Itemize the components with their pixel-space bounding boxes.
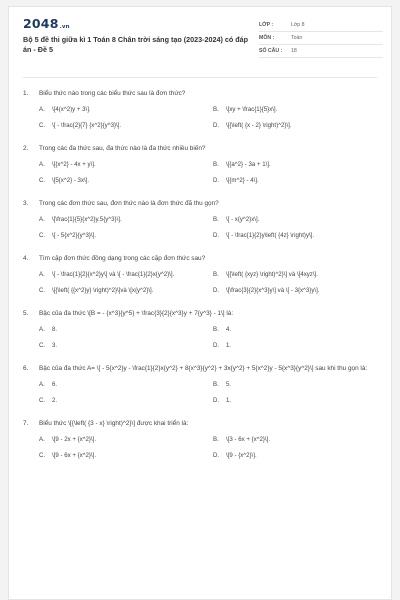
question-item <box>9 309 392 350</box>
option-text: \[5{x^2} - 3x\]. <box>52 176 90 184</box>
answer-option[interactable] <box>213 271 387 280</box>
question-item <box>9 199 392 240</box>
option-text: \[4(x^2)y + 3\]. <box>52 106 91 113</box>
answer-option[interactable] <box>39 161 213 170</box>
answer-option[interactable] <box>39 271 213 280</box>
question-text: Trong các đa thức sau, đa thức nào là đa thức nhiều biến? <box>39 145 206 152</box>
option-letter: D. <box>213 176 220 184</box>
answer-option[interactable] <box>39 287 213 296</box>
option-letter: D. <box>213 451 220 459</box>
option-letter: A. <box>39 216 45 223</box>
option-letter: B. <box>213 161 219 168</box>
question-text: Bậc của đa thức \[B = - {x^3}{y^5} + \frac{3}{2}{x^3}y + 7{y^3} - 1\] là: <box>39 310 234 317</box>
answer-option[interactable] <box>39 452 213 461</box>
question-item <box>9 254 392 295</box>
option-letter: B. <box>213 381 219 388</box>
answer-option[interactable] <box>213 381 387 390</box>
option-letter: D. <box>213 231 220 239</box>
answer-options <box>9 436 392 460</box>
option-text: 8. <box>52 326 58 333</box>
question-item <box>9 419 392 460</box>
meta-value: Toán <box>291 35 303 41</box>
option-text: \[3 - 6x + {x^2}\]. <box>226 436 271 443</box>
question-number: 3. <box>23 200 29 207</box>
meta-label: LỚP : <box>259 22 274 28</box>
option-text: \[9 - {x^2}\]. <box>226 451 257 459</box>
answer-option[interactable] <box>39 232 213 241</box>
answer-option[interactable] <box>39 436 213 445</box>
question-stem <box>9 419 392 428</box>
answer-option[interactable] <box>39 177 213 186</box>
answer-option[interactable] <box>39 326 213 335</box>
option-text: 1. <box>226 341 232 349</box>
option-letter: A. <box>39 381 45 388</box>
option-letter: C. <box>39 396 46 404</box>
answer-option[interactable] <box>39 397 213 406</box>
answer-option[interactable] <box>213 397 387 406</box>
site-logo[interactable] <box>23 16 70 31</box>
question-number: 2. <box>23 145 29 152</box>
logo-domain: .vn <box>59 24 70 30</box>
option-letter: B. <box>213 106 219 113</box>
question-text: Biểu thức \[{\left( {3 - x} \right)^2}\] được khai triển là: <box>39 420 189 427</box>
option-letter: A. <box>39 326 45 333</box>
logo-text: 2048 <box>23 16 59 31</box>
option-letter: A. <box>39 436 45 443</box>
question-text: Trong các đơn thức sau, đơn thức nào là đơn thức đã thu gọn? <box>39 200 219 207</box>
option-text: \[ - \frac{2}{7} {x^2}{y^3}\]. <box>52 121 122 129</box>
option-text: 4. <box>226 326 232 333</box>
answer-options <box>9 106 392 130</box>
option-text: 3. <box>52 341 58 349</box>
option-text: 6. <box>52 381 58 388</box>
question-number: 6. <box>23 365 29 372</box>
answer-option[interactable] <box>213 106 387 115</box>
answer-option[interactable] <box>39 342 213 351</box>
option-text: \[{a^2} - 3a + 1\]. <box>226 161 271 168</box>
question-item <box>9 364 392 405</box>
option-text: 1. <box>226 396 232 404</box>
answer-option[interactable] <box>213 161 387 170</box>
answer-option[interactable] <box>213 122 387 131</box>
option-letter: D. <box>213 396 220 404</box>
option-letter: A. <box>39 271 45 278</box>
answer-option[interactable] <box>213 436 387 445</box>
option-text: \[9 - 6x + {x^2}\]. <box>52 451 97 459</box>
question-item <box>9 89 392 130</box>
option-letter: D. <box>213 121 220 129</box>
document-page <box>8 6 392 600</box>
question-stem <box>9 309 392 318</box>
option-text: \[\frac{3}{2}{x^3}y\] và \[ - 3{x^3}y\]. <box>226 286 320 294</box>
option-letter: C. <box>39 286 46 294</box>
document-header <box>9 7 391 75</box>
question-stem <box>9 89 392 98</box>
option-text: \[ - 5{x^2}{y^3}\]. <box>52 231 97 239</box>
option-letter: C. <box>39 231 46 239</box>
answer-option[interactable] <box>213 216 387 225</box>
header-divider <box>23 77 377 78</box>
document-title: Bộ 5 đề thi giữa kì 1 Toán 8 Chân trời sáng tạo (2023-2024) có đáp án - Đề 5 <box>23 35 249 54</box>
option-text: \[9 - 2x + {x^2}\]. <box>52 436 97 443</box>
option-letter: C. <box>39 176 46 184</box>
question-number: 5. <box>23 310 29 317</box>
option-text: \[{\left( {x - 2} \right)^2}\]. <box>226 121 292 129</box>
option-text: \[ - x{y^2}x\]. <box>226 216 260 223</box>
option-letter: B. <box>213 436 219 443</box>
option-text: 5. <box>226 381 232 388</box>
answer-option[interactable] <box>39 106 213 115</box>
question-item <box>9 144 392 185</box>
option-letter: A. <box>39 161 45 168</box>
option-letter: B. <box>213 326 219 333</box>
document-meta <box>259 19 383 58</box>
answer-options <box>9 326 392 350</box>
meta-row-class <box>259 19 383 32</box>
question-stem <box>9 144 392 153</box>
question-stem <box>9 199 392 208</box>
question-text: Tìm cặp đơn thức đồng dạng trong các cặp đơn thức sau? <box>39 255 206 262</box>
question-list <box>9 89 392 474</box>
question-stem <box>9 364 392 373</box>
meta-value: 18 <box>291 48 297 54</box>
option-text: \[ - \frac{1}{2}y\left( {4z} \right)y\]. <box>226 231 315 239</box>
meta-row-subject <box>259 32 383 45</box>
question-text: Bậc của đa thức A= \[ - 5{x^2}y - \frac{1}{2}x{y^2} + 8{x^3}{y^2} + 3x{y^2} + 5{x^2}y - 5{x^3}{y^2}\] sau khi thu gọn là: <box>39 365 368 372</box>
answer-options <box>9 161 392 185</box>
option-letter: B. <box>213 216 219 223</box>
answer-option[interactable] <box>39 216 213 225</box>
answer-option[interactable] <box>213 232 387 241</box>
option-letter: C. <box>39 121 46 129</box>
answer-option[interactable] <box>213 326 387 335</box>
option-letter: D. <box>213 341 220 349</box>
answer-option[interactable] <box>213 287 387 296</box>
option-text: \[\frac{1}{5}{x^2}y.5{y^3}\]. <box>52 216 122 223</box>
option-text: 2. <box>52 396 58 404</box>
question-stem <box>9 254 392 263</box>
answer-options <box>9 271 392 295</box>
answer-option[interactable] <box>39 381 213 390</box>
option-letter: A. <box>39 106 45 113</box>
question-number: 4. <box>23 255 29 262</box>
meta-label: MÔN : <box>259 35 275 41</box>
option-letter: C. <box>39 341 46 349</box>
option-letter: B. <box>213 271 219 278</box>
answer-option[interactable] <box>39 122 213 131</box>
meta-label: SỐ CÂU : <box>259 48 283 54</box>
answer-options <box>9 381 392 405</box>
answer-option[interactable] <box>213 177 387 186</box>
option-letter: C. <box>39 451 46 459</box>
meta-row-question-count <box>259 45 383 58</box>
answer-option[interactable] <box>213 452 387 461</box>
option-text: \[{\left( {{x^2}y} \right)^2}\]và \[x{y^2}\]. <box>52 286 154 294</box>
answer-options <box>9 216 392 240</box>
option-letter: D. <box>213 286 220 294</box>
meta-value: Lớp 8 <box>291 22 305 28</box>
option-text: \[{x^2} - 4x + y\]. <box>52 161 96 168</box>
answer-option[interactable] <box>213 342 387 351</box>
question-number: 7. <box>23 420 29 427</box>
question-text: Biểu thức nào trong các biểu thức sau là đơn thức? <box>39 90 186 97</box>
option-text: \[ - \frac{1}{2}{x^2}y\] và \[ - \frac{1}{2}x{y^2}\]. <box>52 271 175 278</box>
question-number: 1. <box>23 90 29 97</box>
option-text: \[{m^2} - 4\]. <box>226 176 259 184</box>
option-text: \[xy + \frac{1}{5}x\]. <box>226 106 278 113</box>
option-text: \[{\left( {xyz} \right)^2}\] và \[4xyz\]. <box>226 271 318 278</box>
